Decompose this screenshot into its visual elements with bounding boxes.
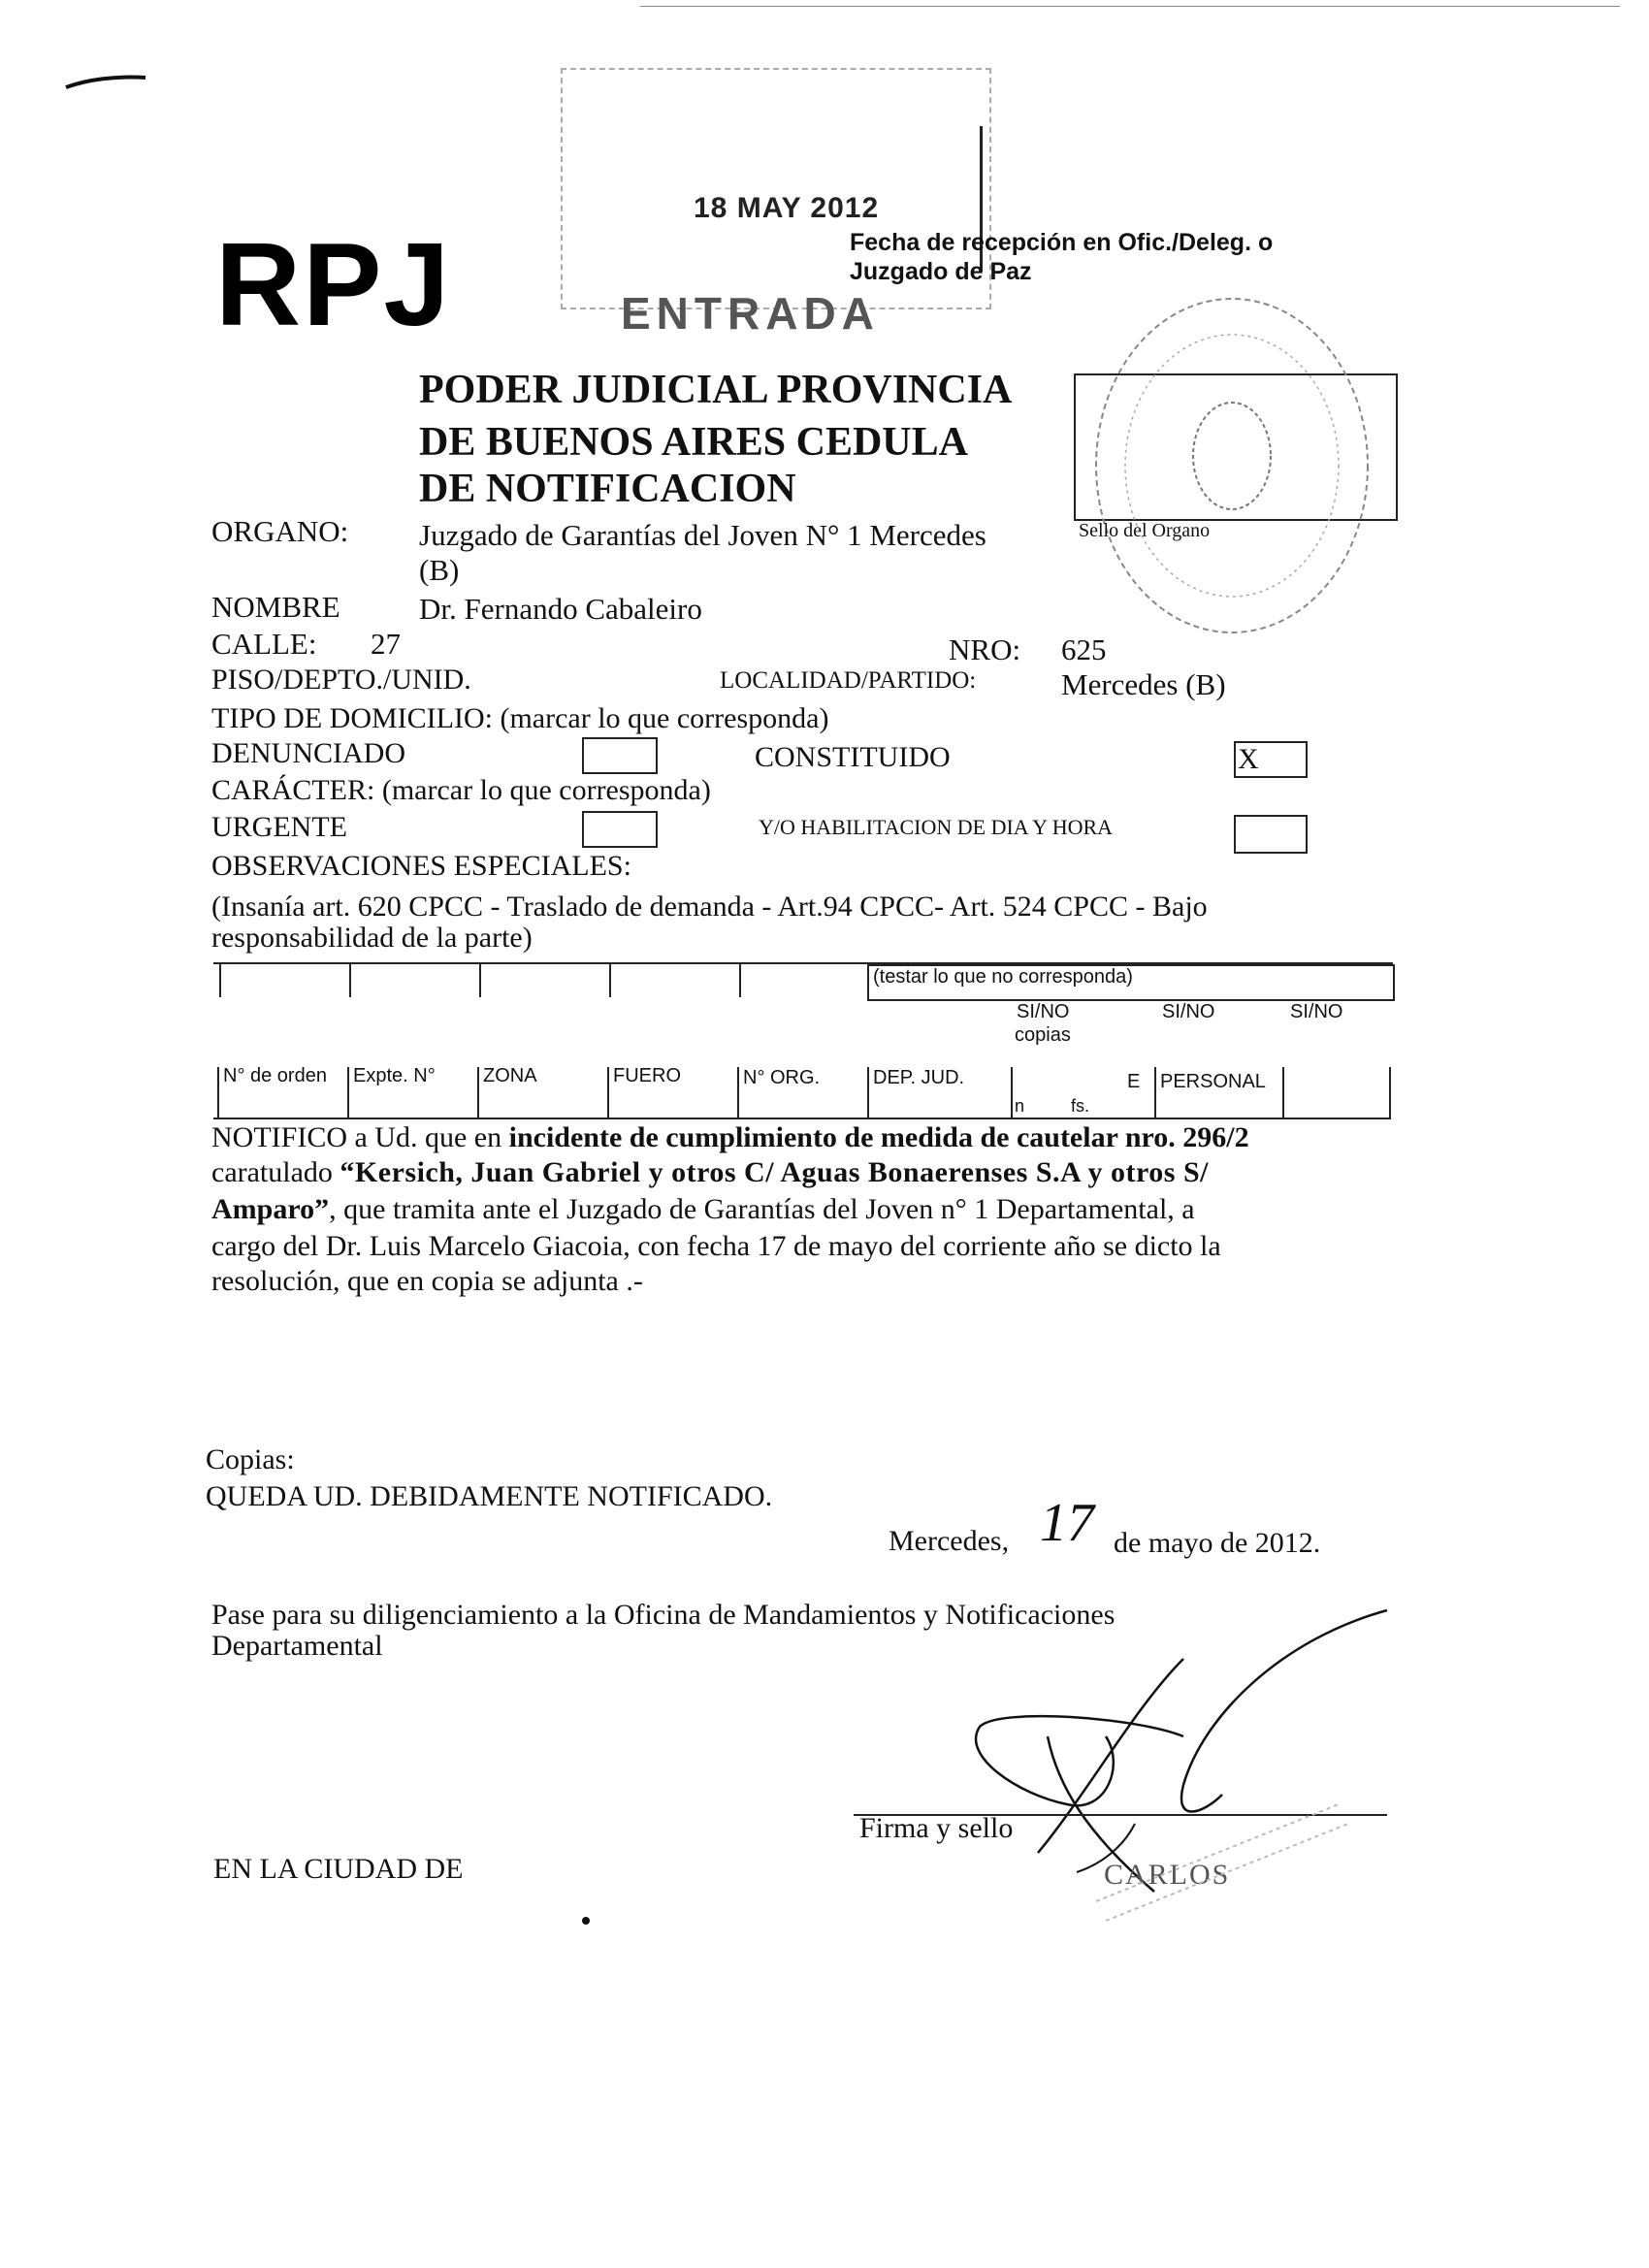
- table-col-e: [739, 962, 741, 997]
- urgente-label: URGENTE: [211, 811, 347, 843]
- stray-mark: [58, 66, 155, 95]
- constituido-checkbox[interactable]: [1234, 741, 1308, 778]
- hdr-org: N° ORG.: [743, 1067, 821, 1088]
- date-day-handwritten: 17: [1040, 1493, 1094, 1553]
- denunciado-label: DENUNCIADO: [211, 737, 405, 769]
- nombre-value: Dr. Fernando Cabaleiro: [419, 592, 702, 626]
- hdr-col-8: [1154, 1067, 1156, 1118]
- body-line-3: [211, 1193, 1195, 1226]
- table-col-a: [219, 962, 221, 997]
- localidad-label: LOCALIDAD/PARTIDO:: [720, 667, 977, 694]
- body-line-2-b: “Kersich, Juan Gabriel y otros C/ Aguas Bonaerenses S.A y otros S/: [340, 1156, 1209, 1188]
- title-line-2: DE BUENOS AIRES CEDULA: [419, 420, 968, 465]
- hdr-col-3: [477, 1067, 479, 1118]
- top-edge-line: [640, 6, 1620, 7]
- hdr-col-1: [217, 1067, 219, 1118]
- body-line-5: resolución, que en copia se adjunta .-: [211, 1265, 643, 1297]
- table-bottom-line: [213, 1118, 1391, 1119]
- denunciado-checkbox[interactable]: [582, 737, 658, 774]
- ciudad-label: EN LA CIUDAD DE: [213, 1853, 464, 1885]
- body-line-3-a: Amparo”: [211, 1193, 330, 1225]
- body-line-2-a: caratulado: [211, 1156, 340, 1188]
- piso-label: PISO/DEPTO./UNID.: [211, 664, 471, 696]
- hdr-col-5: [737, 1067, 739, 1118]
- reception-label-2: Juzgado de Paz: [850, 258, 1032, 285]
- hdr-col-6: [867, 1067, 869, 1118]
- rpj-logo: RPJ: [215, 218, 452, 350]
- table-col-b: [349, 962, 351, 997]
- hdr-n: n: [1015, 1096, 1025, 1116]
- habilitacion-checkbox[interactable]: [1234, 815, 1308, 854]
- calle-label: CALLE:: [211, 627, 317, 661]
- hdr-col-9: [1282, 1067, 1284, 1118]
- nro-label: NRO:: [949, 632, 1021, 666]
- date-city: Mercedes,: [889, 1525, 1010, 1557]
- organo-label: ORGANO:: [211, 514, 349, 548]
- sino-3: SI/NO: [1290, 1001, 1343, 1022]
- table-col-c: [479, 962, 481, 997]
- hdr-col-4: [607, 1067, 609, 1118]
- hdr-e: E: [1127, 1071, 1141, 1092]
- pase-line-1: Pase para su diligenciamiento a la Oficina de Mandamientos y Notificaciones: [211, 1599, 1116, 1631]
- firma-label: Firma y sello: [859, 1812, 1014, 1844]
- title-line-3: DE NOTIFICACION: [419, 467, 796, 511]
- body-line-3-b: , que tramita ante el Juzgado de Garantías del Joven n° 1 Departamental, a: [329, 1193, 1195, 1225]
- notificado-text: QUEDA UD. DEBIDAMENTE NOTIFICADO.: [206, 1480, 773, 1512]
- nombre-label: NOMBRE: [211, 590, 340, 624]
- court-seal-icon: [1086, 291, 1377, 640]
- stamp-date: 18 MAY 2012: [694, 192, 880, 224]
- stamp-entrada: ENTRADA: [621, 288, 880, 339]
- observaciones-line-1: (Insanía art. 620 CPCC - Traslado de demanda - Art.94 CPCC- Art. 524 CPCC - Bajo: [211, 891, 1208, 923]
- urgente-checkbox[interactable]: [582, 811, 658, 848]
- seal-label: Sello del Organo: [1079, 520, 1211, 541]
- reception-label-1: Fecha de recepción en Ofic./Deleg. o: [850, 229, 1274, 256]
- table-col-d: [609, 962, 611, 997]
- hdr-col-7: [1011, 1067, 1013, 1118]
- sino-1: SI/NO: [1017, 1001, 1070, 1022]
- body-line-1: [211, 1121, 1249, 1154]
- hdr-col-10: [1389, 1067, 1391, 1118]
- nro-value: 625: [1061, 632, 1107, 666]
- organo-value-2: (B): [419, 553, 460, 587]
- organo-value-1: Juzgado de Garantías del Joven N° 1 Mercedes: [419, 518, 986, 552]
- hdr-zona: ZONA: [483, 1065, 537, 1086]
- date-rest: de mayo de 2012.: [1114, 1527, 1321, 1559]
- constituido-mark: X: [1238, 743, 1259, 775]
- habilitacion-label: Y/O HABILITACION DE DIA Y HORA: [759, 815, 1114, 839]
- pase-line-2: Departamental: [211, 1630, 383, 1662]
- hdr-col-2: [347, 1067, 349, 1118]
- sino-2: SI/NO: [1162, 1001, 1215, 1022]
- caracter-label: CARÁCTER: (marcar lo que corresponda): [211, 774, 711, 806]
- ink-dot: [582, 1917, 590, 1925]
- tipo-domicilio: TIPO DE DOMICILIO: (marcar lo que corresponda): [211, 702, 829, 734]
- hdr-orden: N° de orden: [223, 1065, 327, 1086]
- copias-text: Copias:: [206, 1443, 295, 1475]
- testar-label: (testar lo que no corresponda): [873, 966, 1133, 988]
- hdr-fs: fs.: [1071, 1096, 1090, 1116]
- body-line-1-a: NOTIFICO a Ud. que en: [211, 1121, 509, 1153]
- body-line-2: [211, 1156, 1209, 1189]
- localidad-value: Mercedes (B): [1061, 667, 1226, 701]
- body-line-4: cargo del Dr. Luis Marcelo Giacoia, con fecha 17 de mayo del corriente año se dicto la: [211, 1230, 1221, 1262]
- hdr-depjud: DEP. JUD.: [873, 1067, 965, 1088]
- signature-stamp: [1086, 1785, 1358, 1930]
- title-line-1: PODER JUDICIAL PROVINCIA: [419, 368, 1013, 412]
- observaciones-label: OBSERVACIONES ESPECIALES:: [211, 850, 631, 882]
- body-line-1-b: incidente de cumplimiento de medida de cautelar nro. 296/2: [508, 1121, 1249, 1153]
- hdr-expte: Expte. N°: [353, 1065, 436, 1086]
- observaciones-line-2: responsabilidad de la parte): [211, 922, 533, 954]
- calle-value: 27: [371, 627, 401, 661]
- hdr-fuero: FUERO: [613, 1065, 681, 1086]
- copias-label: copias: [1015, 1024, 1071, 1046]
- hdr-personal: PERSONAL: [1160, 1071, 1266, 1092]
- constituido-label: CONSTITUIDO: [755, 741, 951, 773]
- signature-stamp-text: CARLOS: [1104, 1859, 1231, 1891]
